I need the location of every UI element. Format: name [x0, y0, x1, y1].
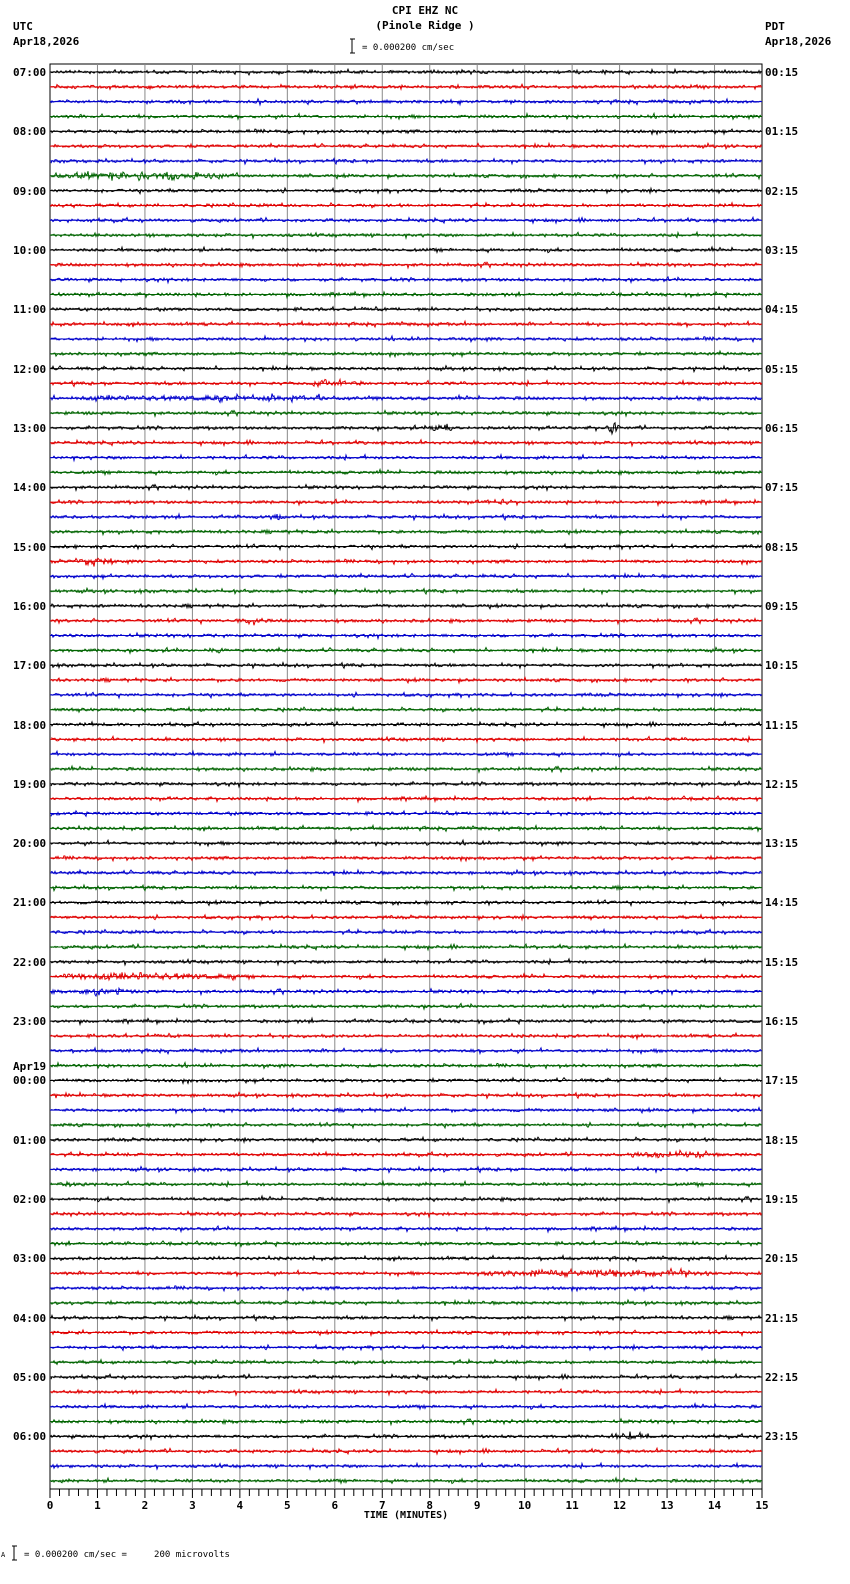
utc-hour-label: 20:00: [13, 837, 47, 851]
station-location: (Pinole Ridge ): [375, 19, 475, 32]
seismic-trace: [51, 736, 761, 742]
pdt-hour-label: 15:15: [765, 955, 799, 969]
x-tick-label: 6: [331, 1499, 339, 1512]
seismic-trace: [51, 988, 761, 996]
pdt-hour-label: 23:15: [765, 1430, 799, 1444]
x-tick-label: 9: [473, 1499, 481, 1512]
utc-hour-label: 02:00: [13, 1193, 47, 1207]
utc-hour-label: 19:00: [13, 777, 47, 791]
pdt-hour-label: 10:15: [765, 659, 799, 673]
pdt-hour-label: 06:15: [765, 421, 799, 435]
pdt-hour-label: 19:15: [765, 1193, 799, 1207]
utc-hour-label: 17:00: [13, 659, 47, 673]
pdt-hour-label: 11:15: [765, 718, 799, 732]
x-tick-label: 4: [236, 1499, 244, 1512]
utc-hour-label: 23:00: [13, 1015, 47, 1029]
x-tick-label: 5: [284, 1499, 291, 1512]
x-tick-label: 2: [141, 1499, 149, 1512]
seismic-trace: [51, 1063, 761, 1069]
pdt-hour-label: 04:15: [765, 303, 799, 317]
seismic-trace: [51, 1315, 761, 1321]
seismic-trace: [51, 470, 761, 476]
utc-hour-label: 05:00: [13, 1371, 47, 1385]
utc-hour-label: 01:00: [13, 1133, 47, 1147]
utc-hour-label: 13:00: [13, 421, 47, 435]
x-tick-label: 7: [378, 1499, 386, 1512]
seismic-trace: [51, 411, 761, 417]
pdt-hour-label: 16:15: [765, 1015, 799, 1029]
seismic-trace: [51, 529, 761, 534]
pdt-hour-label: 18:15: [765, 1133, 799, 1147]
utc-hour-label: 22:00: [13, 955, 47, 969]
pdt-hour-label: 05:15: [765, 362, 799, 376]
pdt-hour-label: 20:15: [765, 1252, 799, 1266]
seismic-trace: [51, 1004, 761, 1010]
header-scale-text: = 0.000200 cm/sec: [362, 43, 455, 53]
utc-hour-label: 21:00: [13, 896, 47, 910]
seismic-trace: [51, 1048, 761, 1054]
seismic-trace: [51, 558, 761, 566]
pdt-hour-label: 03:15: [765, 243, 799, 257]
seismic-trace: [51, 143, 761, 149]
seismic-trace: [51, 336, 761, 342]
utc-hour-label: 04:00: [13, 1311, 47, 1325]
pdt-hour-label: 09:15: [765, 599, 799, 613]
x-tick-label: 11: [565, 1499, 579, 1512]
pdt-hour-label: 12:15: [765, 777, 799, 791]
seismic-trace: [51, 944, 761, 950]
pdt-hour-label: 17:15: [765, 1074, 799, 1088]
seismic-trace: [51, 648, 761, 654]
x-tick-label: 14: [707, 1499, 722, 1512]
pdt-hour-label: 14:15: [765, 896, 799, 910]
pdt-hour-label: 21:15: [765, 1311, 799, 1325]
seismic-trace: [51, 1286, 761, 1291]
x-tick-label: 8: [426, 1499, 434, 1512]
footer-scale-text: = 0.000200 cm/sec = 200 microvolts: [24, 1550, 230, 1560]
utc-hour-label: 16:00: [13, 599, 47, 613]
x-tick-label: 15: [755, 1499, 769, 1512]
pdt-hour-label: 13:15: [765, 837, 799, 851]
seismic-trace: [51, 1137, 761, 1142]
x-tick-label: 12: [612, 1499, 627, 1512]
seismic-trace: [51, 1226, 761, 1232]
seismic-trace: [51, 781, 761, 787]
seismic-trace: [51, 440, 761, 446]
utc-hour-label: 06:00: [13, 1430, 47, 1444]
utc-hour-label: 08:00: [13, 125, 47, 139]
utc-hour-label: 03:00: [13, 1252, 47, 1266]
station-title: CPI EHZ NC: [391, 4, 459, 17]
pdt-hour-label: 22:15: [765, 1371, 799, 1385]
seismic-trace: [51, 1448, 761, 1454]
utc-hour-label: 09:00: [13, 184, 47, 198]
footer-scale-prefix: A: [1, 1551, 6, 1559]
utc-hour-label: 07:00: [13, 66, 47, 79]
left-date: Apr18,2026: [13, 35, 80, 48]
pdt-hour-label: 08:15: [765, 540, 799, 554]
pdt-hour-label: 02:15: [765, 184, 799, 198]
utc-hour-label: 12:00: [13, 362, 47, 376]
utc-hour-label: 10:00: [13, 243, 47, 257]
x-tick-label: 3: [189, 1499, 196, 1512]
footer-scale-bar: [11, 1545, 21, 1565]
x-tick-label: 0: [46, 1499, 54, 1512]
scale-bar-icon: [11, 1545, 21, 1561]
seismic-trace: [51, 618, 761, 625]
seismic-trace: [51, 826, 761, 832]
seismic-trace: [51, 1196, 761, 1202]
utc-hour-label: 15:00: [13, 540, 47, 554]
utc-hour-label: 00:00: [13, 1074, 47, 1088]
pdt-hour-label: 01:15: [765, 125, 799, 139]
left-timezone: UTC: [13, 20, 33, 33]
date-change-label: Apr19: [13, 1060, 47, 1074]
seismic-trace: [51, 514, 761, 520]
utc-hour-label: 18:00: [13, 718, 47, 732]
seismic-trace: [51, 499, 761, 505]
x-axis-label: TIME (MINUTES): [363, 1510, 449, 1521]
pdt-hour-label: 00:15: [765, 66, 799, 79]
seismic-trace: [51, 1432, 761, 1440]
utc-hour-label: 11:00: [13, 303, 47, 317]
pdt-hour-label: 07:15: [765, 481, 799, 495]
x-tick-label: 10: [518, 1499, 532, 1512]
x-tick-label: 13: [660, 1499, 674, 1512]
right-timezone: PDT: [765, 20, 785, 33]
utc-hour-label: 14:00: [13, 481, 47, 495]
right-date: Apr18,2026: [765, 35, 832, 48]
x-tick-label: 1: [94, 1499, 101, 1512]
seismic-trace: [51, 203, 761, 208]
seismic-trace: [51, 1419, 761, 1425]
